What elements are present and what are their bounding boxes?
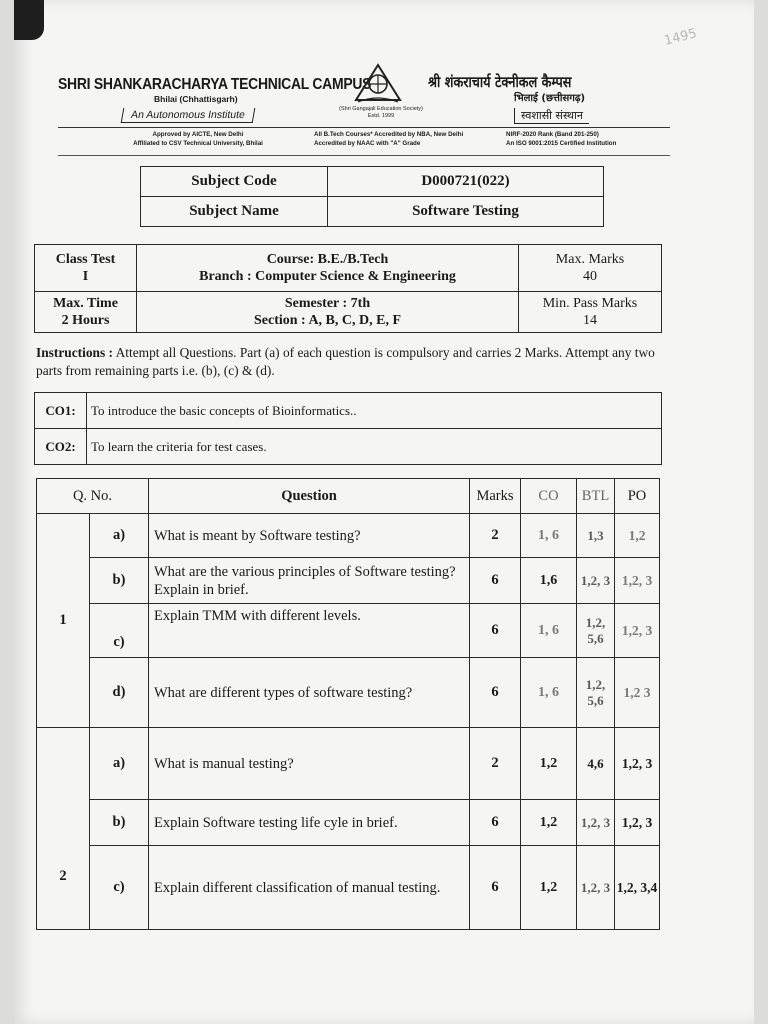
question-btl: 1,2, 5,6 bbox=[577, 658, 615, 728]
question-btl: 1,2, 5,6 bbox=[577, 604, 615, 658]
question-marks: 6 bbox=[470, 800, 521, 846]
question-po: 1,2, 3 bbox=[615, 800, 660, 846]
question-marks: 6 bbox=[470, 846, 521, 930]
co-row bbox=[35, 429, 662, 465]
qno-header: Q. No. bbox=[37, 479, 149, 514]
max-marks-value: 40 bbox=[583, 269, 597, 284]
min-pass-cell bbox=[519, 292, 662, 333]
min-pass-label: Min. Pass Marks bbox=[542, 296, 638, 311]
po-header: PO bbox=[615, 479, 660, 514]
co-row bbox=[35, 393, 662, 429]
exam-paper bbox=[14, 0, 754, 1024]
question-co: 1, 6 bbox=[521, 514, 577, 558]
table-row bbox=[37, 728, 660, 800]
subject-name-row bbox=[141, 197, 604, 227]
question-co: 1, 6 bbox=[521, 658, 577, 728]
max-time-value: 2 Hours bbox=[61, 313, 110, 328]
btl-header: BTL bbox=[577, 479, 615, 514]
institute-header bbox=[36, 64, 648, 154]
max-marks-label: Max. Marks bbox=[555, 252, 625, 267]
pencil-mark: 1495 bbox=[662, 26, 699, 49]
exam-info-table bbox=[34, 244, 662, 333]
question-po: 1,2, 3 bbox=[615, 604, 660, 658]
semester-section-cell bbox=[137, 292, 519, 333]
ranking-line-2: An ISO 9001:2015 Certified Institution bbox=[506, 140, 617, 147]
location-hindi: भिलाई (छत्तीसगढ़) bbox=[514, 93, 586, 104]
society-label: (Shri Gangajali Education Society) Estd. 1999 bbox=[339, 106, 423, 119]
approval-line-1: Approved by AICTE, New Delhi bbox=[152, 131, 244, 138]
autonomous-label-english: An Autonomous Institute bbox=[121, 108, 255, 123]
question-part: d) bbox=[90, 658, 149, 728]
question-co: 1,2 bbox=[521, 728, 577, 800]
question-text: Explain different classification of manual testing. bbox=[149, 846, 470, 930]
question-number: 2 bbox=[37, 728, 90, 930]
instructions bbox=[36, 344, 666, 380]
question-btl: 1,2, 3 bbox=[577, 846, 615, 930]
class-test-value: I bbox=[82, 269, 89, 284]
question-po: 1,2, 3 bbox=[615, 728, 660, 800]
question-btl: 1,2, 3 bbox=[577, 800, 615, 846]
question-btl: 1,2, 3 bbox=[577, 558, 615, 604]
campus-name-english: SHRI SHANKARACHARYA TECHNICAL CAMPUS bbox=[58, 76, 372, 93]
location-english: Bhilai (Chhattisgarh) bbox=[154, 94, 238, 104]
table-row bbox=[37, 604, 660, 658]
question-marks: 6 bbox=[470, 604, 521, 658]
min-pass-value: 14 bbox=[583, 313, 597, 328]
course-outcomes-table bbox=[34, 392, 662, 465]
question-po: 1,2, 3,4 bbox=[615, 846, 660, 930]
question-btl: 4,6 bbox=[577, 728, 615, 800]
campus-name-hindi: श्री शंकराचार्य टेक्नीकल कैम्पस bbox=[428, 73, 572, 91]
autonomous-label-hindi: स्वशासी संस्थान bbox=[514, 108, 589, 124]
table-row bbox=[37, 846, 660, 930]
ranking-line-1: NIRF-2020 Rank (Band 201-250) bbox=[506, 131, 599, 138]
question-text: What is manual testing? bbox=[149, 728, 470, 800]
instructions-label: Instructions : bbox=[36, 345, 114, 360]
question-po: 1,2, 3 bbox=[615, 558, 660, 604]
question-co: 1,2 bbox=[521, 846, 577, 930]
table-row bbox=[37, 800, 660, 846]
header-divider-bottom bbox=[58, 155, 670, 156]
question-part: b) bbox=[90, 800, 149, 846]
co-code: CO1: bbox=[35, 393, 87, 429]
question-part: c) bbox=[90, 846, 149, 930]
table-row bbox=[37, 558, 660, 604]
exam-info-row-2 bbox=[35, 292, 662, 333]
branch-text: Branch : Computer Science & Engineering bbox=[199, 269, 456, 284]
course-text: Course: B.E./B.Tech bbox=[266, 252, 389, 267]
subject-code-value: D000721(022) bbox=[328, 167, 604, 197]
question-part: a) bbox=[90, 514, 149, 558]
class-test-cell bbox=[35, 245, 137, 292]
exam-info-row-1 bbox=[35, 245, 662, 292]
subject-code-label: Subject Code bbox=[141, 167, 328, 197]
co-header: CO bbox=[521, 479, 577, 514]
question-header: Question bbox=[149, 479, 470, 514]
subject-name-value: Software Testing bbox=[328, 197, 604, 227]
torn-corner bbox=[14, 0, 44, 40]
accreditation-line-2: Accredited by NAAC with "A" Grade bbox=[314, 140, 421, 147]
question-marks: 2 bbox=[470, 514, 521, 558]
question-btl: 1,3 bbox=[577, 514, 615, 558]
question-part: c) bbox=[90, 604, 149, 658]
question-part: a) bbox=[90, 728, 149, 800]
accreditation-text bbox=[314, 130, 474, 148]
question-po: 1,2 bbox=[615, 514, 660, 558]
instructions-text: Attempt all Questions. Part (a) of each question is compulsory and carries 2 Marks. Attempt any two parts from remaining parts i.e. (b), (c) & (d). bbox=[36, 345, 655, 378]
semester-text: Semester : 7th bbox=[284, 296, 371, 311]
max-time-cell bbox=[35, 292, 137, 333]
approval-line-2: Affiliated to CSV Technical University, Bhilai bbox=[133, 140, 263, 147]
question-co: 1,2 bbox=[521, 800, 577, 846]
ranking-text bbox=[506, 130, 656, 148]
class-test-label: Class Test bbox=[55, 252, 116, 267]
header-divider bbox=[58, 127, 670, 128]
question-co: 1,6 bbox=[521, 558, 577, 604]
question-text: What are different types of software testing? bbox=[149, 658, 470, 728]
question-text: What are the various principles of Software testing? Explain in brief. bbox=[149, 558, 470, 604]
table-row bbox=[37, 514, 660, 558]
questions-header-row bbox=[37, 479, 660, 514]
table-row bbox=[37, 658, 660, 728]
co-code: CO2: bbox=[35, 429, 87, 465]
question-part: b) bbox=[90, 558, 149, 604]
subject-code-row bbox=[141, 167, 604, 197]
institute-emblem-icon bbox=[352, 62, 404, 104]
question-po: 1,2 3 bbox=[615, 658, 660, 728]
subject-name-label: Subject Name bbox=[141, 197, 328, 227]
question-co: 1, 6 bbox=[521, 604, 577, 658]
question-text: Explain TMM with different levels. bbox=[149, 604, 470, 658]
question-marks: 6 bbox=[470, 558, 521, 604]
question-marks: 6 bbox=[470, 658, 521, 728]
max-time-label: Max. Time bbox=[53, 296, 118, 311]
accreditation-line-1: All B.Tech Courses* Accredited by NBA, New Delhi bbox=[314, 131, 464, 138]
subject-table bbox=[140, 166, 604, 227]
section-text: Section : A, B, C, D, E, F bbox=[254, 313, 401, 328]
co-text: To learn the criteria for test cases. bbox=[87, 429, 662, 465]
question-text: What is meant by Software testing? bbox=[149, 514, 470, 558]
max-marks-cell bbox=[519, 245, 662, 292]
course-branch-cell bbox=[137, 245, 519, 292]
marks-header: Marks bbox=[470, 479, 521, 514]
question-text: Explain Software testing life cyle in brief. bbox=[149, 800, 470, 846]
question-marks: 2 bbox=[470, 728, 521, 800]
question-number: 1 bbox=[37, 514, 90, 728]
approval-text bbox=[118, 130, 278, 148]
co-text: To introduce the basic concepts of Bioinformatics.. bbox=[87, 393, 662, 429]
questions-table bbox=[36, 478, 660, 930]
